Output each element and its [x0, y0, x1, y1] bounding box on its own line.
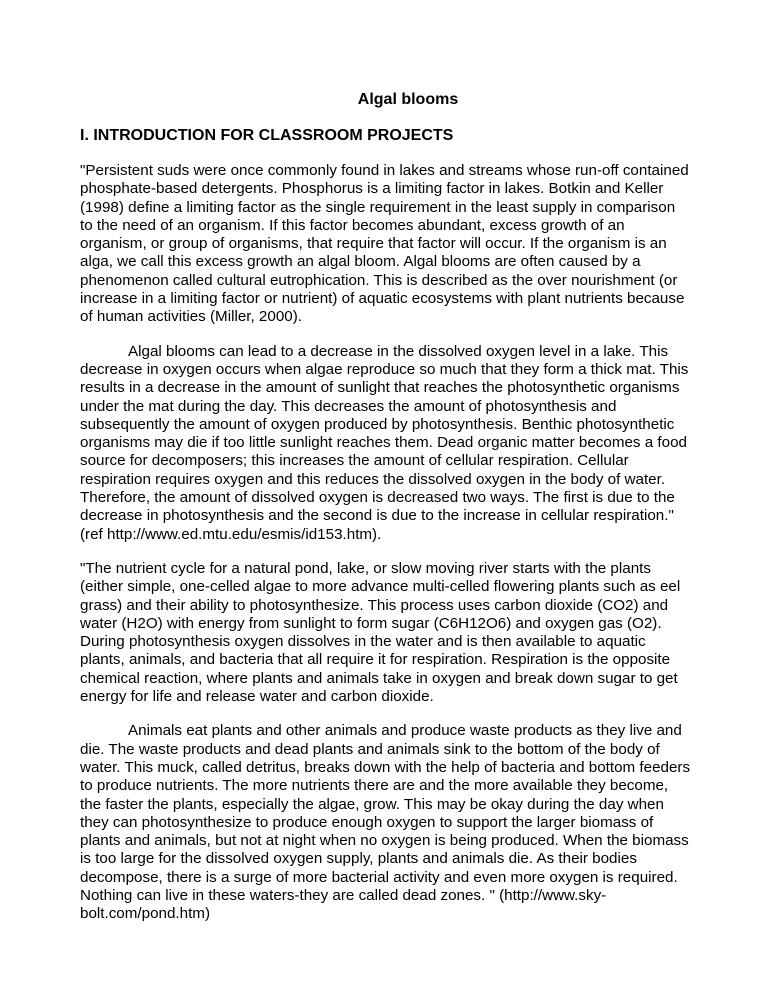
paragraph-3: "The nutrient cycle for a natural pond, lake, or slow moving river starts with the plants (either simple, one-celled algae to more advance multi-celled flowering plants such as eel grass) and their ability to photosynthesize. This process uses carbon dioxide (CO2) and water (H2O) with energy from sunlight to form sugar (C6H12O6) and oxygen gas (O2). During photosynthesis oxygen dissolves in the water and is then available to aquatic plants, animals, and bacteria that all require it for respiration. Respiration is the opposite chemical reaction, where plants and animals take in oxygen and break down sugar to get energy for life and release water and carbon dioxide. — [80, 559, 681, 706]
paragraph-1: "Persistent suds were once commonly found in lakes and streams whose run-off contained phosphate-based detergents. Phosphorus is a limiting factor in lakes. Botkin and Keller (1998) define a limiting factor as the single requirement in the least supply in comparison to the need of an organism. If this factor becomes abundant, excess growth of an organism, or group of organisms, that require that factor will occur. If the organism is an alga, we call this excess growth an algal bloom. Algal blooms are often caused by a phenomenon called cultural eutrophication. This is described as the over nourishment (or increase in a limiting factor or nutrient) of aquatic ecosystems with plant nutrients because of human activities (Miller, 2000). — [80, 162, 689, 326]
paragraph-2: Algal blooms can lead to a decrease in the dissolved oxygen level in a lake. This decrease in oxygen occurs when algae reproduce so much that they form a thick mat. This results in a decrease in the amount of sunlight that reaches the photosynthetic organisms under the mat during the day. This decreases the amount of photosynthesis and subsequently the amount of oxygen produced by photosynthesis. Benthic photosynthetic organisms may die if too little sunlight reaches them. Dead organic matter becomes a food source for decomposers; this increases the amount of cellular respiration. Cellular respiration requires oxygen and this reduces the dissolved oxygen in the body of water. Therefore, the amount of dissolved oxygen is decreased two ways. The first is due to the decrease in photosynthesis and the second is due to the increase in cellular respiration." (ref http://www.ed.mtu.edu/esmis/id153.htm). — [80, 342, 689, 543]
section-heading: I. INTRODUCTION FOR CLASSROOM PROJECTS — [80, 127, 454, 144]
document-title: Algal blooms — [357, 91, 459, 108]
paragraph-4: Animals eat plants and other animals and produce waste products as they live and die. The waste products and dead plants and animals sink to the bottom of the body of water. This muck, called detritus, breaks down with the help of bacteria and bottom feeders to produce nutrients. The more nutrients there are and the more available they become, the faster the plants, especially the algae, grow. This may be okay during the day when they can photosynthesize to produce enough oxygen to support the larger biomass of plants and animals, but not at night when no oxygen is being produced. When the biomass is too large for the dissolved oxygen supply, plants and animals die. As their bodies decompose, there is a surge of more bacterial activity and even more oxygen is required. Nothing can live in these waters-they are called dead zones. " (http://www.sky-bolt.com/pond.htm) — [80, 722, 691, 923]
